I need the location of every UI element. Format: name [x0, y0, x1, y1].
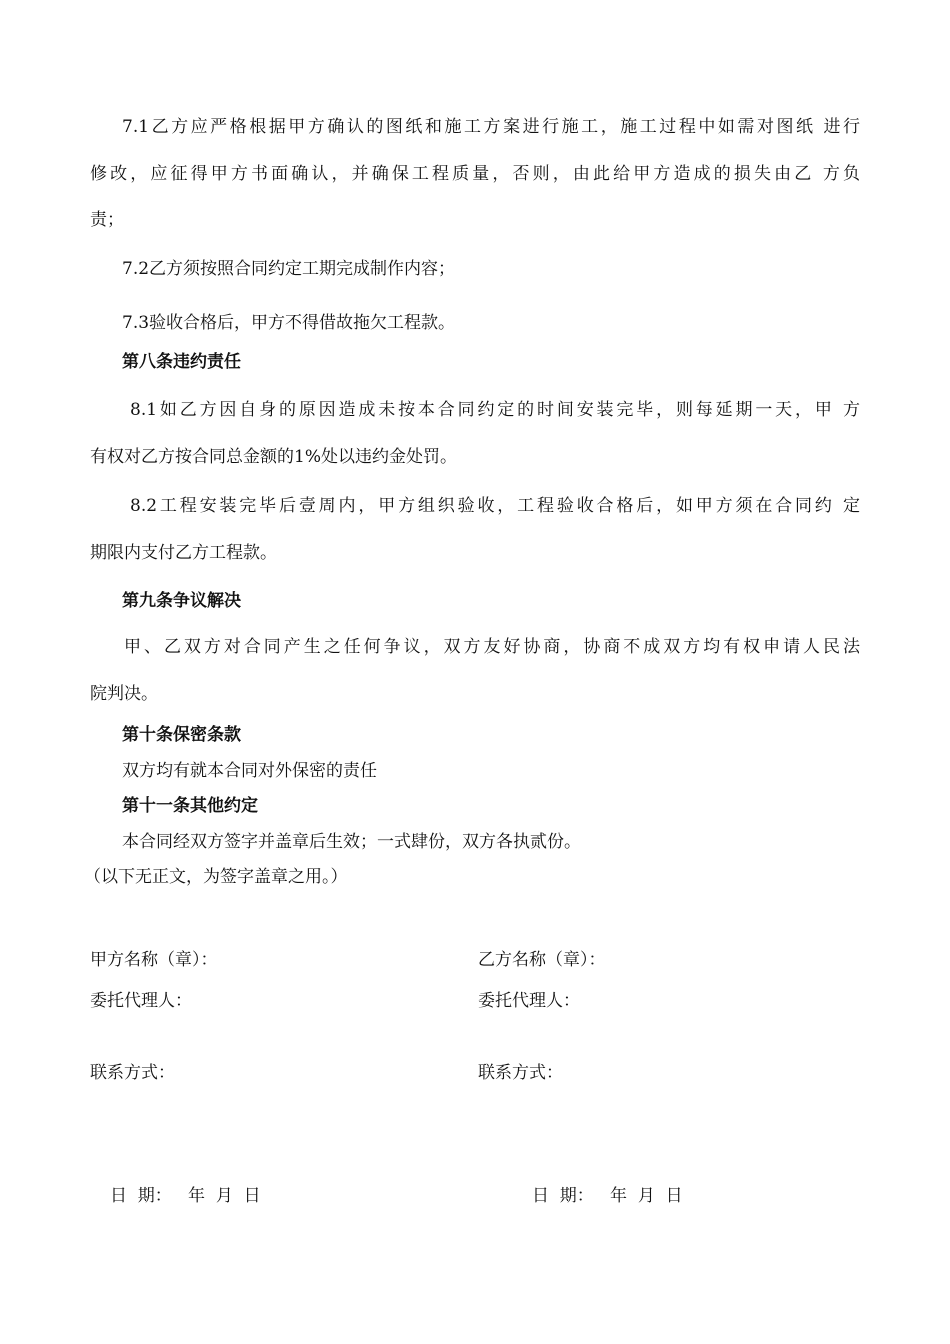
- clause-8-2-line-1: 8.2工程安装完毕后壹周内，甲方组织验收，工程验收合格后，如甲方须在合同约 定: [130, 496, 860, 516]
- clause-7-1-line-3: 责；: [90, 210, 124, 230]
- clause-10-heading: 第十条保密条款: [122, 725, 241, 745]
- clause-8-1-line-2: 有权对乙方按合同总金额的1%处以违约金处罚。: [90, 447, 457, 467]
- clause-9-line-1: 甲、乙双方对合同产生之任何争议，双方友好协商，协商不成双方均有权申请人民法: [124, 637, 860, 657]
- party-b-name-label: 乙方名称（章）：: [478, 950, 606, 970]
- clause-7-2: 7.2乙方须按照合同约定工期完成制作内容；: [122, 259, 456, 279]
- clause-11-text: 本合同经双方签字并盖章后生效；一式肆份，双方各执贰份。: [122, 832, 581, 852]
- clause-7-3: 7.3验收合格后，甲方不得借故拖欠工程款。: [122, 313, 456, 333]
- party-a-name-label: 甲方名称（章）：: [90, 950, 218, 970]
- clause-9-heading: 第九条争议解决: [122, 591, 241, 611]
- clause-11-heading: 第十一条其他约定: [122, 796, 258, 816]
- party-b-contact-label: 联系方式：: [478, 1063, 563, 1083]
- party-a-contact-label: 联系方式：: [90, 1063, 175, 1083]
- clause-9-line-2: 院判决。: [90, 684, 158, 704]
- party-b-date-label: 日 期： 年 月 日: [532, 1186, 683, 1206]
- clause-10-text: 双方均有就本合同对外保密的责任: [122, 761, 377, 781]
- clause-8-1-line-1: 8.1如乙方因自身的原因造成未按本合同约定的时间安装完毕，则每延期一天，甲 方: [130, 400, 860, 420]
- clause-8-heading: 第八条违约责任: [122, 352, 241, 372]
- clause-7-1-line-2: 修改，应征得甲方书面确认，并确保工程质量，否则，由此给甲方造成的损失由乙 方负: [90, 164, 860, 184]
- clause-7-1-line-1: 7.1乙方应严格根据甲方确认的图纸和施工方案进行施工，施工过程中如需对图纸 进行: [122, 117, 860, 137]
- party-b-agent-label: 委托代理人：: [478, 991, 580, 1011]
- no-further-text-note: （以下无正文，为签字盖章之用。）: [84, 867, 348, 887]
- clause-8-2-line-2: 期限内支付乙方工程款。: [90, 543, 277, 563]
- party-a-agent-label: 委托代理人：: [90, 991, 192, 1011]
- party-a-date-label: 日 期： 年 月 日: [110, 1186, 261, 1206]
